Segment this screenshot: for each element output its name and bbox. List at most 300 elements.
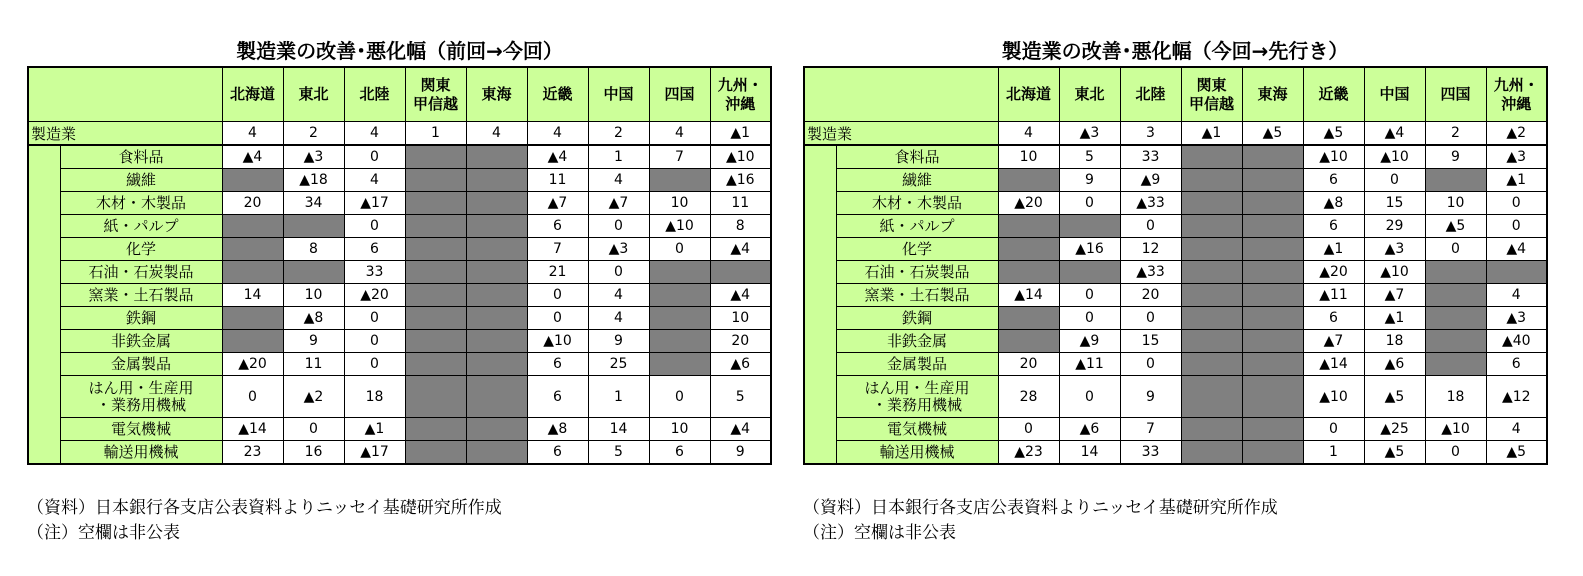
blank-cell bbox=[1242, 169, 1303, 192]
row-indent bbox=[804, 192, 836, 215]
blank-cell bbox=[405, 284, 466, 307]
value-cell: 10 bbox=[283, 284, 344, 307]
row-indent bbox=[28, 307, 60, 330]
column-header: 九州・ 沖縄 bbox=[1486, 67, 1547, 122]
value-cell: 5 bbox=[588, 441, 649, 465]
value-cell: 0 bbox=[1425, 238, 1486, 261]
blank-cell bbox=[1242, 261, 1303, 284]
value-cell: 0 bbox=[1120, 215, 1181, 238]
row-indent bbox=[804, 376, 836, 418]
value-cell: 0 bbox=[283, 418, 344, 441]
value-cell: 1 bbox=[588, 376, 649, 418]
blank-cell bbox=[1242, 284, 1303, 307]
table-row bbox=[804, 376, 1547, 418]
value-cell: ▲9 bbox=[1120, 169, 1181, 192]
value-cell: ▲3 bbox=[1364, 238, 1425, 261]
table-row bbox=[804, 238, 1547, 261]
blank-cell bbox=[466, 192, 527, 215]
value-cell: ▲16 bbox=[1059, 238, 1120, 261]
blank-cell bbox=[405, 418, 466, 441]
value-cell: ▲8 bbox=[283, 307, 344, 330]
value-cell: ▲17 bbox=[344, 192, 405, 215]
table-row bbox=[804, 145, 1547, 169]
value-cell: 4 bbox=[466, 122, 527, 146]
value-cell: 20 bbox=[222, 192, 283, 215]
value-cell: ▲10 bbox=[1303, 376, 1364, 418]
value-cell: 9 bbox=[588, 330, 649, 353]
value-cell: 3 bbox=[1120, 122, 1181, 146]
value-cell: ▲20 bbox=[1303, 261, 1364, 284]
value-cell: ▲1 bbox=[1486, 169, 1547, 192]
value-cell: 6 bbox=[527, 353, 588, 376]
row-label: 木材・木製品 bbox=[60, 192, 222, 215]
row-label: 輸送用機械 bbox=[60, 441, 222, 465]
row-indent bbox=[28, 169, 60, 192]
row-indent bbox=[28, 353, 60, 376]
value-cell: ▲11 bbox=[1059, 353, 1120, 376]
blank-cell bbox=[466, 145, 527, 169]
value-cell: 11 bbox=[527, 169, 588, 192]
row-indent bbox=[804, 284, 836, 307]
value-cell: ▲14 bbox=[222, 418, 283, 441]
value-cell: ▲10 bbox=[1425, 418, 1486, 441]
table-row bbox=[804, 330, 1547, 353]
value-cell: 0 bbox=[649, 376, 710, 418]
table-panel-previous-to-current bbox=[27, 36, 772, 465]
blank-cell bbox=[466, 215, 527, 238]
blank-cell bbox=[405, 261, 466, 284]
value-cell: ▲5 bbox=[1242, 122, 1303, 146]
value-cell: 4 bbox=[1486, 418, 1547, 441]
blank-cell bbox=[405, 192, 466, 215]
value-cell: 7 bbox=[1120, 418, 1181, 441]
table-row bbox=[804, 441, 1547, 465]
value-cell: 0 bbox=[527, 307, 588, 330]
value-cell: ▲4 bbox=[1486, 238, 1547, 261]
row-label: 電気機械 bbox=[836, 418, 998, 441]
header-row bbox=[804, 67, 1547, 122]
value-cell: 11 bbox=[283, 353, 344, 376]
value-cell: ▲5 bbox=[1303, 122, 1364, 146]
value-cell: ▲10 bbox=[1364, 145, 1425, 169]
value-cell: ▲4 bbox=[1364, 122, 1425, 146]
row-indent bbox=[804, 330, 836, 353]
row-indent bbox=[28, 215, 60, 238]
value-cell: ▲2 bbox=[1486, 122, 1547, 146]
row-label: 製造業 bbox=[804, 122, 998, 146]
blank-cell bbox=[649, 353, 710, 376]
value-cell: ▲6 bbox=[1364, 353, 1425, 376]
value-cell: 0 bbox=[1486, 215, 1547, 238]
blank-cell bbox=[649, 261, 710, 284]
blank-cell bbox=[1181, 418, 1242, 441]
row-indent bbox=[804, 215, 836, 238]
blank-cell bbox=[710, 261, 771, 284]
row-label: はん用・生産用 ・業務用機械 bbox=[60, 376, 222, 418]
value-cell: 1 bbox=[1303, 441, 1364, 465]
value-cell: 33 bbox=[1120, 145, 1181, 169]
blank-cell bbox=[405, 215, 466, 238]
row-indent bbox=[28, 261, 60, 284]
value-cell: ▲5 bbox=[1364, 376, 1425, 418]
value-cell: ▲12 bbox=[1486, 376, 1547, 418]
value-cell: 6 bbox=[527, 441, 588, 465]
blank-cell bbox=[222, 261, 283, 284]
blank-cell bbox=[222, 307, 283, 330]
value-cell: 23 bbox=[222, 441, 283, 465]
value-cell: 15 bbox=[1364, 192, 1425, 215]
blank-cell bbox=[1181, 376, 1242, 418]
value-cell: 1 bbox=[588, 145, 649, 169]
value-cell: ▲6 bbox=[710, 353, 771, 376]
blank-cell bbox=[649, 284, 710, 307]
value-cell: 6 bbox=[527, 215, 588, 238]
blank-cell bbox=[1242, 441, 1303, 465]
table-row bbox=[804, 122, 1547, 146]
row-label: 紙・パルプ bbox=[60, 215, 222, 238]
value-cell: ▲3 bbox=[1486, 307, 1547, 330]
value-cell: 0 bbox=[1059, 376, 1120, 418]
value-cell: 0 bbox=[344, 307, 405, 330]
value-cell: 0 bbox=[344, 215, 405, 238]
value-cell: ▲3 bbox=[588, 238, 649, 261]
row-label: 輸送用機械 bbox=[836, 441, 998, 465]
row-label: はん用・生産用 ・業務用機械 bbox=[836, 376, 998, 418]
value-cell: 7 bbox=[649, 145, 710, 169]
value-cell: 0 bbox=[588, 261, 649, 284]
value-cell: ▲8 bbox=[1303, 192, 1364, 215]
table-title: 製造業の改善･悪化幅（前回→今回） bbox=[236, 39, 563, 63]
table-row bbox=[28, 192, 771, 215]
blank-cell bbox=[466, 261, 527, 284]
notes-right bbox=[803, 496, 1278, 546]
column-header: 東海 bbox=[1242, 67, 1303, 122]
table-row bbox=[804, 284, 1547, 307]
value-cell: 0 bbox=[649, 238, 710, 261]
value-cell: ▲20 bbox=[344, 284, 405, 307]
blank-cell bbox=[1242, 145, 1303, 169]
value-cell: 0 bbox=[1303, 418, 1364, 441]
value-cell: ▲18 bbox=[283, 169, 344, 192]
column-header: 北陸 bbox=[344, 67, 405, 122]
value-cell: 10 bbox=[1425, 192, 1486, 215]
blank-note: （注）空欄は非公表 bbox=[803, 523, 956, 543]
row-indent bbox=[28, 376, 60, 418]
row-label: 紙・パルプ bbox=[836, 215, 998, 238]
table-row bbox=[28, 418, 771, 441]
value-cell: ▲3 bbox=[1059, 122, 1120, 146]
value-cell: ▲9 bbox=[1059, 330, 1120, 353]
blank-cell bbox=[1242, 192, 1303, 215]
value-cell: 4 bbox=[588, 169, 649, 192]
value-cell: 5 bbox=[1059, 145, 1120, 169]
blank-cell bbox=[1425, 284, 1486, 307]
value-cell: 10 bbox=[998, 145, 1059, 169]
value-cell: 0 bbox=[588, 215, 649, 238]
value-cell: 25 bbox=[588, 353, 649, 376]
row-indent bbox=[804, 353, 836, 376]
value-cell: ▲10 bbox=[527, 330, 588, 353]
column-header: 近畿 bbox=[527, 67, 588, 122]
value-cell: 34 bbox=[283, 192, 344, 215]
value-cell: 4 bbox=[344, 122, 405, 146]
blank-cell bbox=[466, 307, 527, 330]
value-cell: 6 bbox=[1303, 307, 1364, 330]
value-cell: 18 bbox=[1425, 376, 1486, 418]
value-cell: 4 bbox=[588, 284, 649, 307]
header-row bbox=[28, 67, 771, 122]
row-label: 非鉄金属 bbox=[836, 330, 998, 353]
blank-cell bbox=[649, 169, 710, 192]
value-cell: ▲16 bbox=[710, 169, 771, 192]
value-cell: ▲4 bbox=[527, 145, 588, 169]
blank-cell bbox=[649, 307, 710, 330]
blank-cell bbox=[1181, 238, 1242, 261]
column-header: 中国 bbox=[1364, 67, 1425, 122]
row-indent bbox=[804, 418, 836, 441]
value-cell: 6 bbox=[1303, 215, 1364, 238]
value-cell: ▲2 bbox=[283, 376, 344, 418]
table-row bbox=[28, 284, 771, 307]
row-label: 窯業・土石製品 bbox=[836, 284, 998, 307]
column-header: 四国 bbox=[649, 67, 710, 122]
value-cell: 4 bbox=[588, 307, 649, 330]
column-header: 北海道 bbox=[998, 67, 1059, 122]
table-row bbox=[28, 145, 771, 169]
value-cell: 11 bbox=[710, 192, 771, 215]
value-cell: ▲10 bbox=[649, 215, 710, 238]
value-cell: 0 bbox=[344, 330, 405, 353]
row-indent bbox=[804, 169, 836, 192]
blank-cell bbox=[998, 330, 1059, 353]
table-title: 製造業の改善･悪化幅（今回→先行き） bbox=[1001, 39, 1349, 63]
value-cell: 33 bbox=[344, 261, 405, 284]
value-cell: 0 bbox=[998, 418, 1059, 441]
value-cell: 20 bbox=[998, 353, 1059, 376]
blank-cell bbox=[466, 169, 527, 192]
value-cell: ▲1 bbox=[1181, 122, 1242, 146]
table-panel-current-to-outlook bbox=[803, 36, 1547, 465]
header-corner bbox=[28, 67, 222, 122]
blank-cell bbox=[1425, 353, 1486, 376]
table-row bbox=[28, 441, 771, 465]
table-row bbox=[28, 376, 771, 418]
blank-cell bbox=[1242, 376, 1303, 418]
value-cell: 28 bbox=[998, 376, 1059, 418]
blank-cell bbox=[466, 330, 527, 353]
value-cell: 14 bbox=[222, 284, 283, 307]
value-cell: 2 bbox=[1425, 122, 1486, 146]
blank-cell bbox=[1242, 418, 1303, 441]
blank-cell bbox=[466, 441, 527, 465]
value-cell: ▲33 bbox=[1120, 261, 1181, 284]
value-cell: ▲4 bbox=[710, 418, 771, 441]
row-label: 石油・石炭製品 bbox=[836, 261, 998, 284]
row-label: 食料品 bbox=[836, 145, 998, 169]
column-header: 東海 bbox=[466, 67, 527, 122]
value-cell: 21 bbox=[527, 261, 588, 284]
value-cell: 16 bbox=[283, 441, 344, 465]
value-cell: ▲25 bbox=[1364, 418, 1425, 441]
row-indent bbox=[28, 192, 60, 215]
blank-cell bbox=[222, 169, 283, 192]
row-label: 鉄鋼 bbox=[60, 307, 222, 330]
value-cell: 33 bbox=[1120, 441, 1181, 465]
blank-cell bbox=[222, 330, 283, 353]
value-cell: ▲6 bbox=[1059, 418, 1120, 441]
blank-cell bbox=[998, 307, 1059, 330]
value-cell: 4 bbox=[1486, 284, 1547, 307]
value-cell: 15 bbox=[1120, 330, 1181, 353]
blank-cell bbox=[466, 284, 527, 307]
blank-cell bbox=[1181, 307, 1242, 330]
value-cell: 29 bbox=[1364, 215, 1425, 238]
value-cell: 0 bbox=[1059, 284, 1120, 307]
data-table bbox=[803, 66, 1548, 465]
value-cell: ▲10 bbox=[710, 145, 771, 169]
table-row bbox=[28, 330, 771, 353]
value-cell: ▲1 bbox=[710, 122, 771, 146]
value-cell: ▲5 bbox=[1425, 215, 1486, 238]
value-cell: 6 bbox=[527, 376, 588, 418]
table-row bbox=[28, 215, 771, 238]
value-cell: 2 bbox=[283, 122, 344, 146]
row-label: 窯業・土石製品 bbox=[60, 284, 222, 307]
blank-cell bbox=[1181, 284, 1242, 307]
blank-cell bbox=[405, 145, 466, 169]
row-indent bbox=[28, 418, 60, 441]
column-header: 東北 bbox=[1059, 67, 1120, 122]
table-row bbox=[28, 238, 771, 261]
value-cell: ▲3 bbox=[283, 145, 344, 169]
table-row bbox=[804, 192, 1547, 215]
blank-cell bbox=[1425, 330, 1486, 353]
value-cell: 10 bbox=[649, 192, 710, 215]
value-cell: 6 bbox=[649, 441, 710, 465]
value-cell: 5 bbox=[710, 376, 771, 418]
row-label: 繊維 bbox=[836, 169, 998, 192]
notes-left bbox=[27, 496, 502, 546]
value-cell: ▲7 bbox=[527, 192, 588, 215]
value-cell: 18 bbox=[1364, 330, 1425, 353]
value-cell: ▲20 bbox=[998, 192, 1059, 215]
blank-cell bbox=[1242, 215, 1303, 238]
value-cell: 0 bbox=[344, 145, 405, 169]
column-header: 関東 甲信越 bbox=[405, 67, 466, 122]
blank-note: （注）空欄は非公表 bbox=[27, 523, 180, 543]
value-cell: 6 bbox=[344, 238, 405, 261]
value-cell: 0 bbox=[1486, 192, 1547, 215]
value-cell: ▲17 bbox=[344, 441, 405, 465]
header-corner bbox=[804, 67, 998, 122]
value-cell: 18 bbox=[344, 376, 405, 418]
value-cell: 8 bbox=[710, 215, 771, 238]
table-row bbox=[28, 307, 771, 330]
blank-cell bbox=[1181, 169, 1242, 192]
blank-cell bbox=[1181, 145, 1242, 169]
row-label: 金属製品 bbox=[836, 353, 998, 376]
column-header: 関東 甲信越 bbox=[1181, 67, 1242, 122]
value-cell: 0 bbox=[344, 353, 405, 376]
value-cell: ▲7 bbox=[1364, 284, 1425, 307]
value-cell: 0 bbox=[527, 284, 588, 307]
value-cell: 0 bbox=[1364, 169, 1425, 192]
row-label: 化学 bbox=[836, 238, 998, 261]
value-cell: 12 bbox=[1120, 238, 1181, 261]
blank-cell bbox=[998, 215, 1059, 238]
value-cell: 4 bbox=[222, 122, 283, 146]
value-cell: 0 bbox=[1120, 307, 1181, 330]
value-cell: 8 bbox=[283, 238, 344, 261]
row-label: 石油・石炭製品 bbox=[60, 261, 222, 284]
blank-cell bbox=[1425, 169, 1486, 192]
value-cell: ▲33 bbox=[1120, 192, 1181, 215]
blank-cell bbox=[1181, 192, 1242, 215]
value-cell: 7 bbox=[527, 238, 588, 261]
blank-cell bbox=[405, 376, 466, 418]
table-row bbox=[804, 418, 1547, 441]
value-cell: 20 bbox=[1120, 284, 1181, 307]
row-indent bbox=[28, 441, 60, 465]
table-row bbox=[804, 215, 1547, 238]
table-row bbox=[28, 169, 771, 192]
column-header: 中国 bbox=[588, 67, 649, 122]
column-header: 北海道 bbox=[222, 67, 283, 122]
value-cell: ▲5 bbox=[1364, 441, 1425, 465]
blank-cell bbox=[405, 330, 466, 353]
value-cell: ▲14 bbox=[998, 284, 1059, 307]
blank-cell bbox=[283, 261, 344, 284]
value-cell: 6 bbox=[1303, 169, 1364, 192]
value-cell: 14 bbox=[588, 418, 649, 441]
column-header: 四国 bbox=[1425, 67, 1486, 122]
column-header: 東北 bbox=[283, 67, 344, 122]
value-cell: 9 bbox=[283, 330, 344, 353]
value-cell: 1 bbox=[405, 122, 466, 146]
value-cell: 4 bbox=[649, 122, 710, 146]
value-cell: 6 bbox=[1486, 353, 1547, 376]
value-cell: 0 bbox=[1059, 307, 1120, 330]
row-indent bbox=[804, 441, 836, 465]
blank-cell bbox=[998, 261, 1059, 284]
blank-cell bbox=[1059, 215, 1120, 238]
row-label: 食料品 bbox=[60, 145, 222, 169]
column-header: 近畿 bbox=[1303, 67, 1364, 122]
row-indent bbox=[28, 145, 60, 169]
value-cell: 2 bbox=[588, 122, 649, 146]
blank-cell bbox=[1181, 353, 1242, 376]
value-cell: ▲4 bbox=[710, 238, 771, 261]
table-row bbox=[804, 261, 1547, 284]
value-cell: ▲11 bbox=[1303, 284, 1364, 307]
blank-cell bbox=[466, 238, 527, 261]
value-cell: ▲23 bbox=[998, 441, 1059, 465]
row-indent bbox=[28, 330, 60, 353]
value-cell: 20 bbox=[710, 330, 771, 353]
source-note: （資料）日本銀行各支店公表資料よりニッセイ基礎研究所作成 bbox=[27, 498, 502, 518]
blank-cell bbox=[1181, 261, 1242, 284]
row-label: 化学 bbox=[60, 238, 222, 261]
value-cell: ▲7 bbox=[588, 192, 649, 215]
column-header: 北陸 bbox=[1120, 67, 1181, 122]
row-label: 金属製品 bbox=[60, 353, 222, 376]
blank-cell bbox=[1059, 261, 1120, 284]
value-cell: 9 bbox=[1059, 169, 1120, 192]
table-row bbox=[804, 169, 1547, 192]
row-label: 電気機械 bbox=[60, 418, 222, 441]
table-row bbox=[28, 353, 771, 376]
value-cell: ▲1 bbox=[1303, 238, 1364, 261]
